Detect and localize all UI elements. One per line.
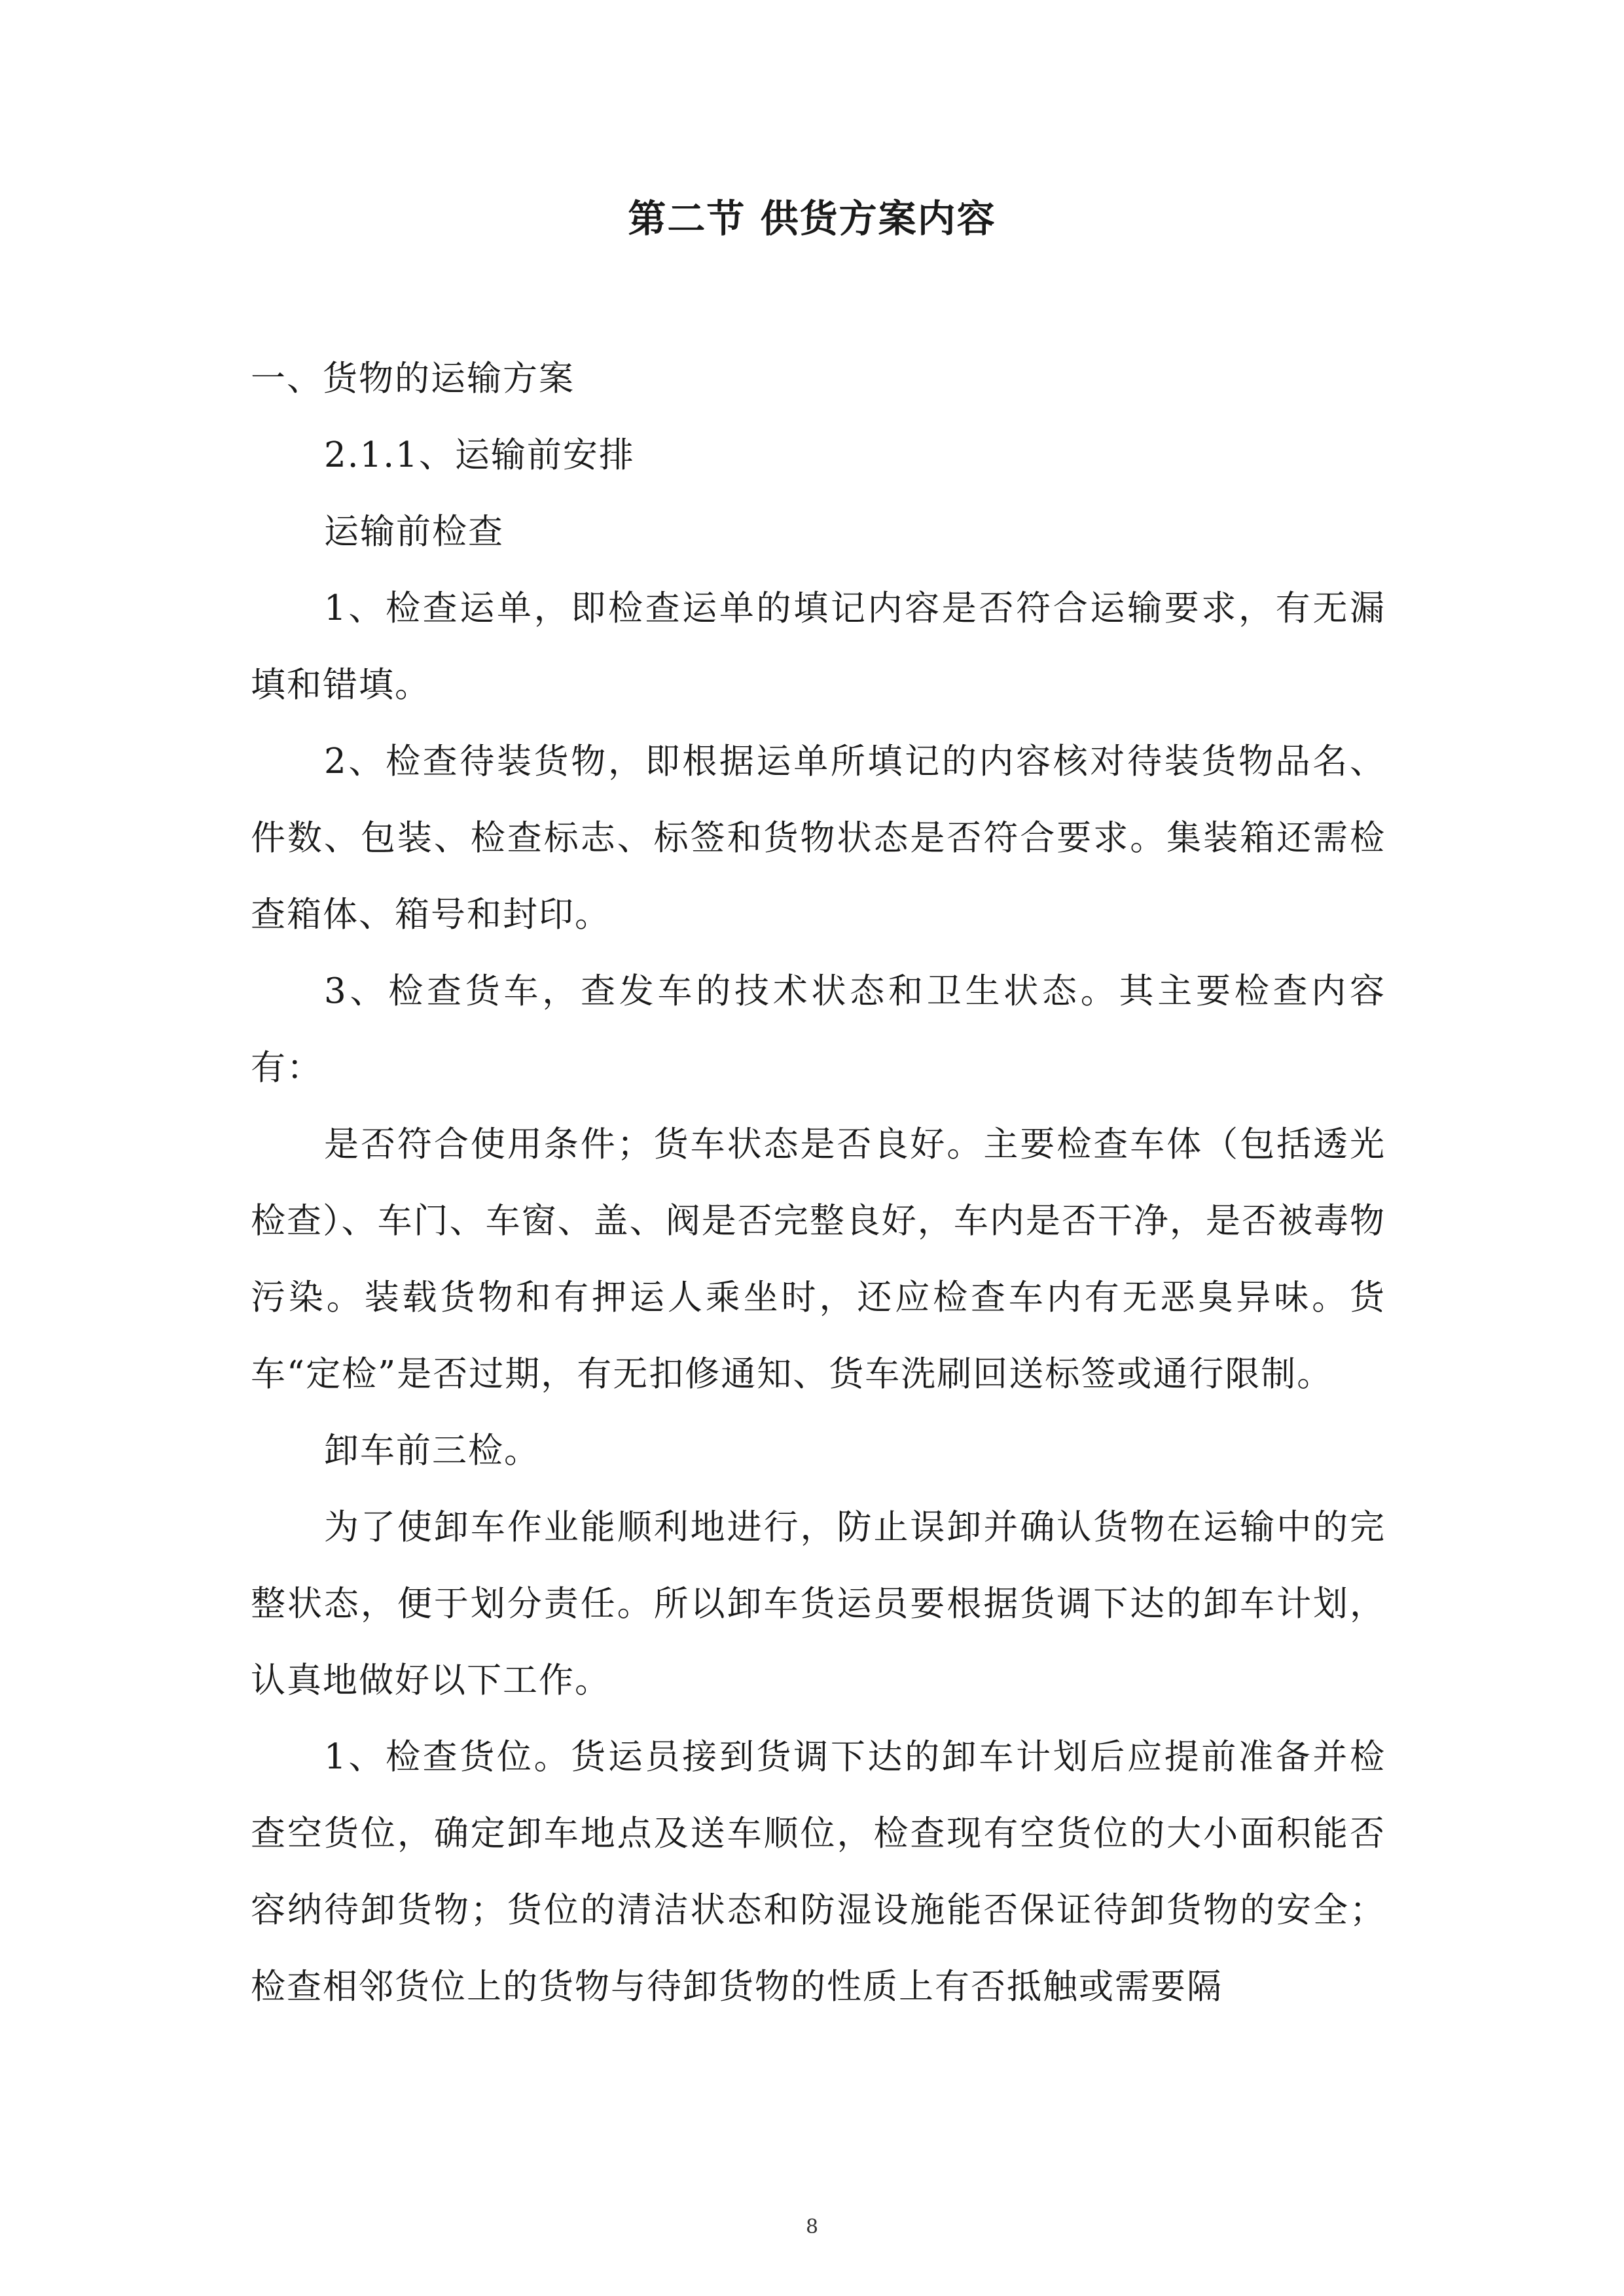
paragraph: 运输前检查 bbox=[324, 512, 504, 552]
paragraph: 3、检查货车，查发车的技术状态和卫生状态。其主要检查内容有： bbox=[251, 971, 1386, 1088]
paragraph: 为了使卸车作业能顺利地进行，防止误卸并确认货物在运输中的完整状态，便于划分责任。所以卸车货运员要根据货调下达的卸车计划，认真地做好以下工作。 bbox=[251, 1507, 1386, 1700]
paragraph: 2、检查待装货物，即根据运单所填记的内容核对待装货物品名、件数、包装、检查标志、标签和货物状态是否符合要求。集装箱还需检查箱体、箱号和封印。 bbox=[251, 742, 1386, 935]
paragraph: 1、检查运单，即检查运单的填记内容是否符合运输要求，有无漏填和错填。 bbox=[251, 588, 1386, 705]
section-title: 第二节 供货方案内容 bbox=[628, 196, 996, 241]
page-number: 8 bbox=[805, 2215, 819, 2238]
body-text bbox=[251, 340, 1386, 2025]
paragraph: 一、货物的运输方案 bbox=[251, 359, 575, 399]
paragraph: 卸车前三检。 bbox=[324, 1431, 540, 1471]
paragraph: 2.1.1、运输前安排 bbox=[324, 435, 635, 475]
paragraph: 是否符合使用条件；货车状态是否良好。主要检查车体（包括透光检查）、车门、车窗、盖、阀是否完整良好，车内是否干净，是否被毒物污染。装载货物和有押运人乘坐时，还应检查车内有无恶臭异味。货车“定检”是否过期，有无扣修通知、货车洗刷回送标签或通行限制。 bbox=[251, 1124, 1386, 1394]
paragraph: 1、检查货位。货运员接到货调下达的卸车计划后应提前准备并检查空货位，确定卸车地点及送车顺位，检查现有空货位的大小面积能否容纳待卸货物；货位的清洁状态和防湿设施能否保证待卸货物的安全；检查相邻货位上的货物与待卸货物的性质上有否抵触或需要隔 bbox=[251, 1737, 1386, 2007]
